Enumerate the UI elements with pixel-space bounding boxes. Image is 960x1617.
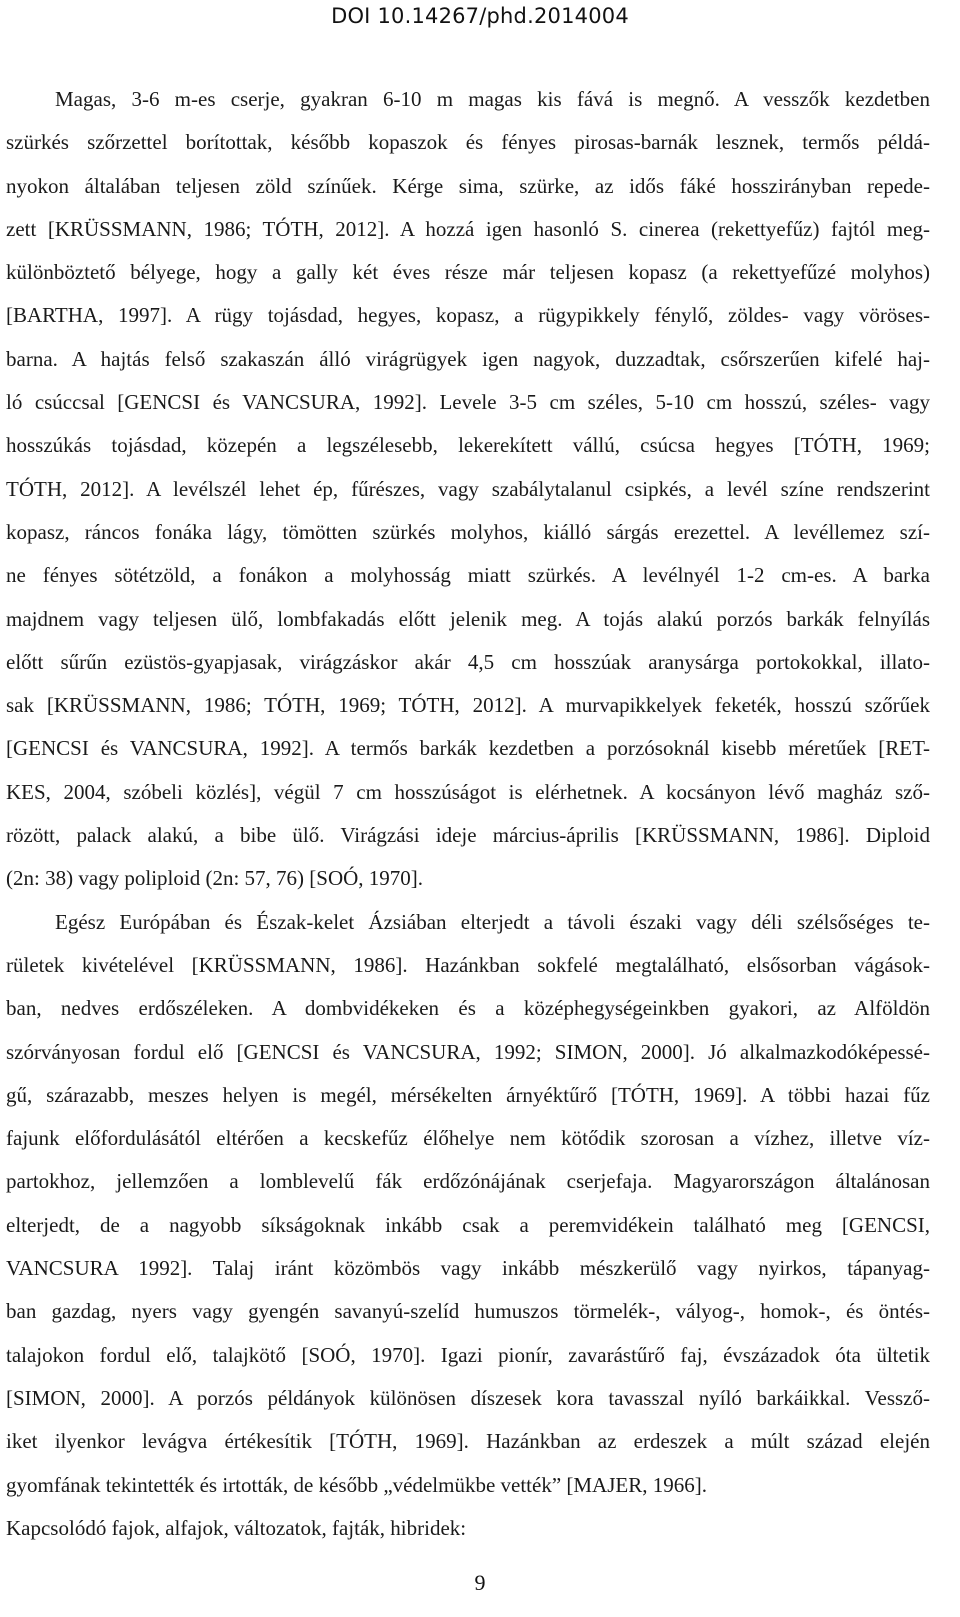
doi-header: DOI 10.14267/phd.2014004 [331, 4, 629, 28]
text-line: [BARTHA, 1997]. A rügy tojásdad, hegyes, kopasz, a rügypikkely fénylő, zöldes- vagy vöröses- [6, 303, 930, 328]
text-line: előtt sűrűn ezüstös-gyapjasak, virágzáskor akár 4,5 cm hosszúak aranysárga portokokkal, illato- [6, 649, 930, 674]
text-line: rületek kivételével [KRÜSSMANN, 1986]. Hazánkban sokfelé megtalálható, elsősorban vágások- [6, 952, 930, 977]
text-line: (2n: 38) vagy poliploid (2n: 57, 76) [SOÓ, 1970]. [6, 866, 424, 891]
text-line: Kapcsolódó fajok, alfajok, változatok, fajták, hibridek: [6, 1515, 467, 1540]
text-line: ban, nedves erdőszéleken. A dombvidékeken és a középhegységeinkben gyakori, az Alföldön [6, 996, 930, 1021]
text-line: [SIMON, 2000]. A porzós példányok különösen díszesek kora tavasszal nyíló barkáikkal. Vessző- [6, 1385, 930, 1410]
text-line: szürkés szőrzettel borítottak, később kopaszok és fényes pirosas-barnák lesznek, termős példá- [6, 130, 930, 155]
document-body [6, 78, 930, 1550]
text-line: ló csúccsal [GENCSI és VANCSURA, 1992]. Levele 3-5 cm széles, 5-10 cm hosszú, széles- vagy [6, 390, 930, 415]
text-line: majdnem vagy teljesen ülő, lombfakadás előtt jelenik meg. A tojás alakú porzós barkák felnyílás [6, 606, 930, 631]
text-line: iket ilyenkor levágva értékesítik [TÓTH, 1969]. Hazánkban az erdeszek a múlt század elején [6, 1429, 930, 1454]
text-line: rözött, palack alakú, a bibe ülő. Virágzási ideje március-április [KRÜSSMANN, 1986]. Diploid [6, 823, 930, 848]
text-line: Magas, 3-6 m-es cserje, gyakran 6-10 m magas kis fává is megnő. A vesszők kezdetben [55, 87, 930, 111]
text-line: gű, szárazabb, meszes helyen is megél, mérsékelten árnyéktűrő [TÓTH, 1969]. A többi hazai fűz [6, 1082, 930, 1107]
text-line: zett [KRÜSSMANN, 1986; TÓTH, 2012]. A hozzá igen hasonló S. cinerea (rekettyefűz) fajtól meg- [6, 216, 930, 241]
text-line: barna. A hajtás felső szakaszán álló virágrügyek igen nagyok, duzzadtak, csőrszerűen kifelé haj- [6, 346, 930, 371]
text-line: gyomfának tekintették és irtották, de később „védelmükbe vették” [MAJER, 1966]. [6, 1472, 707, 1497]
text-line: szórványosan fordul elő [GENCSI és VANCSURA, 1992; SIMON, 2000]. Jó alkalmazkodóképessé- [6, 1039, 930, 1064]
text-line: nyokon általában teljesen zöld színűek. Kérge sima, szürke, az idős fáké hosszirányban repede- [6, 173, 930, 198]
text-line: TÓTH, 2012]. A levélszél lehet ép, fűrészes, vagy szabálytalanul csipkés, a levél színe rendszerint [6, 476, 930, 501]
text-line: ban gazdag, nyers vagy gyengén savanyú-szelíd humuszos törmelék-, vályog-, homok-, és öntés- [6, 1299, 930, 1324]
text-line: partokhoz, jellemzően a lomblevelű fák erdőzónájának cserjefaja. Magyarországon általánosan [6, 1169, 930, 1194]
text-line: KES, 2004, szóbeli közlés], végül 7 cm hosszúságot is elérhetnek. A kocsányon lévő magház sző- [6, 779, 930, 804]
text-line: elterjedt, de a nagyobb síkságoknak inkább csak a peremvidékein található meg [GENCSI, [6, 1212, 930, 1237]
text-line: [GENCSI és VANCSURA, 1992]. A termős barkák kezdetben a porzósoknál kisebb méretűek [RET- [6, 736, 930, 761]
text-line: fajunk előfordulásától eltérően a kecskefűz élőhelye nem kötődik szorosan a vízhez, illetve víz- [6, 1126, 930, 1151]
text-line: sak [KRÜSSMANN, 1986; TÓTH, 1969; TÓTH, 2012]. A murvapikkelyek feketék, hosszú szőrűek [6, 693, 930, 718]
text-line: Egész Európában és Észak-kelet Ázsiában elterjedt a távoli északi vagy déli szélsőséges te- [55, 909, 930, 934]
text-line: hosszúkás tojásdad, közepén a legszélesebb, lekerekített vállú, csúcsa hegyes [TÓTH, 1969; [6, 433, 930, 458]
page-number: 9 [474, 1570, 486, 1595]
text-line: talajokon fordul elő, talajkötő [SOÓ, 1970]. Igazi pionír, zavarástűrő faj, évszázadok óta ültetik [6, 1342, 930, 1367]
text-line: ne fényes sötétzöld, a fonákon a molyhosság miatt szürkés. A levélnyél 1-2 cm-es. A barka [6, 563, 930, 588]
text-line: VANCSURA 1992]. Talaj iránt közömbös vagy inkább mészkerülő vagy nyirkos, tápanyag- [6, 1256, 930, 1281]
text-line: kopasz, ráncos fonáka lágy, tömötten szürkés molyhos, kiálló sárgás erezettel. A levéllemez szí- [6, 519, 930, 544]
text-line: különböztető bélyege, hogy a gally két éves része már teljesen kopasz (a rekettyefűzé molyhos) [6, 260, 930, 285]
